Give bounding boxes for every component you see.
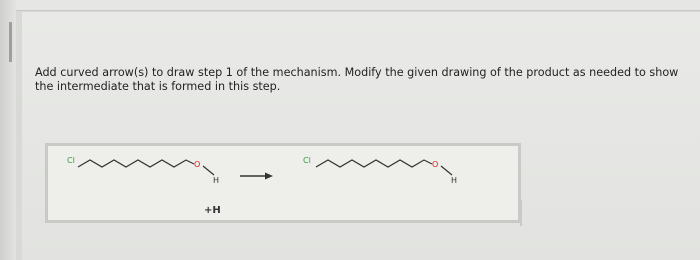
reactant-cl-label: Cl [67,156,75,165]
reactant-bonds [78,160,194,167]
product-bonds [316,160,432,167]
product-cl-label: Cl [303,156,311,165]
question-instructions: Add curved arrow(s) to draw step 1 of the mechanism. Modify the given drawing of the product as needed to show the intermediate that is formed in this step. [35,66,679,93]
proton-reagent-label: +H [204,205,221,216]
reactant-h-label: H [213,176,220,185]
product-oh-bond [441,166,452,175]
product-o-label: O [432,160,439,169]
reactant-o-label: O [194,160,201,169]
reactant-oh-bond [203,166,214,175]
product-h-label: H [451,176,458,185]
reaction-arrow [240,173,273,180]
